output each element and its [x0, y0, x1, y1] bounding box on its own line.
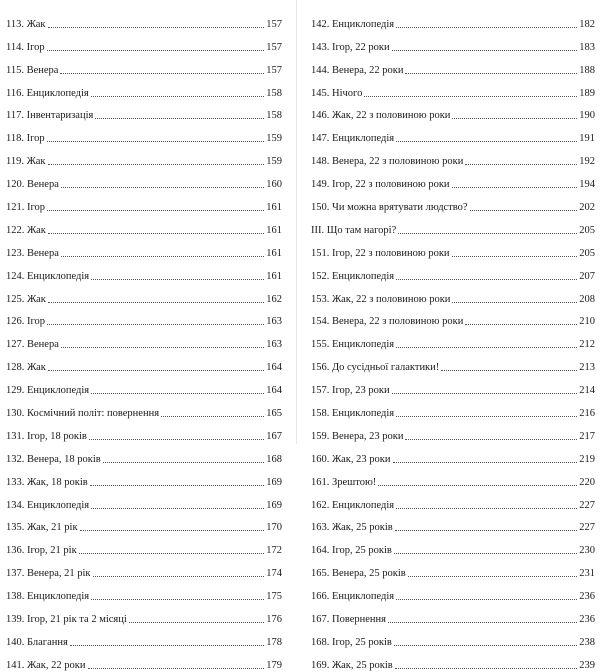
toc-entry [6, 351, 282, 374]
dot-leader [396, 599, 577, 600]
toc-entry-page-number: 213 [579, 362, 595, 374]
toc-entry-page-number: 179 [266, 659, 282, 671]
toc-entry [311, 77, 595, 100]
toc-entry-page-number: 175 [266, 591, 282, 603]
toc-entry-title: 161. Зрештою! [311, 476, 377, 488]
toc-entry-title: 127. Венера [6, 339, 59, 351]
toc-entry [311, 145, 595, 168]
dot-leader [60, 73, 264, 74]
toc-entry-page-number: 176 [266, 614, 282, 626]
dot-leader [396, 27, 577, 28]
toc-entry-title: 146. Жак, 22 з половиною роки [311, 110, 451, 122]
toc-entry [6, 191, 282, 214]
dot-leader [47, 50, 265, 51]
toc-entry-page-number: 191 [579, 133, 595, 145]
toc-entry [311, 122, 595, 145]
toc-entry-title: 166. Енциклопедія [311, 591, 395, 603]
toc-entry-title: 148. Венера, 22 з половиною роки [311, 156, 464, 168]
toc-entry-page-number: 163 [266, 339, 282, 351]
dot-leader [95, 118, 264, 119]
toc-entry-title: 131. Ігор, 18 років [6, 430, 87, 442]
toc-entry-page-number: 210 [579, 316, 595, 328]
dot-leader [79, 553, 265, 554]
toc-entry-page-number: 170 [266, 522, 282, 534]
dot-leader [61, 347, 264, 348]
toc-entry [311, 351, 595, 374]
dot-leader [465, 164, 577, 165]
dot-leader [90, 485, 264, 486]
toc-entry-title: 155. Енциклопедія [311, 339, 395, 351]
toc-entry-title: 140. Благання [6, 636, 68, 648]
toc-entry-page-number: 189 [579, 87, 595, 99]
toc-entry-page-number: 239 [579, 659, 595, 671]
toc-entry [311, 397, 595, 420]
toc-entry [6, 512, 282, 535]
toc-entry [6, 214, 282, 237]
toc-entry-page-number: 163 [266, 316, 282, 328]
toc-entry-title: 138. Енциклопедія [6, 591, 90, 603]
toc-left-column [6, 8, 282, 672]
toc-entry [6, 237, 282, 260]
toc-entry-page-number: 161 [266, 247, 282, 259]
toc-entry-page-number: 178 [266, 636, 282, 648]
toc-entry-title: 162. Енциклопедія [311, 499, 395, 511]
toc-entry [311, 626, 595, 649]
toc-entry [6, 260, 282, 283]
dot-leader [61, 187, 264, 188]
toc-entry-title: 150. Чи можна врятувати людство? [311, 202, 468, 214]
toc-entry-title: 130. Космічний політ: повернення [6, 408, 160, 420]
toc-entry [6, 77, 282, 100]
toc-entry-page-number: 161 [266, 202, 282, 214]
toc-entry [311, 8, 595, 31]
dot-leader [48, 302, 264, 303]
toc-entry-page-number: 157 [266, 41, 282, 53]
toc-entry [311, 168, 595, 191]
toc-entry-page-number: 182 [579, 18, 595, 30]
toc-entry-page-number: 205 [579, 247, 595, 259]
dot-leader [465, 324, 577, 325]
toc-entry [311, 649, 595, 672]
toc-entry-title: 144. Венера, 22 роки [311, 64, 404, 76]
dot-leader [396, 416, 577, 417]
toc-entry [311, 283, 595, 306]
toc-entry [311, 512, 595, 535]
dot-leader [91, 96, 265, 97]
toc-entry-title: 115. Венера [6, 64, 59, 76]
toc-entry-page-number: 188 [579, 64, 595, 76]
toc-entry [6, 466, 282, 489]
toc-entry-page-number: 164 [266, 362, 282, 374]
toc-entry-page-number: 190 [579, 110, 595, 122]
dot-leader [396, 141, 577, 142]
toc-entry [311, 443, 595, 466]
dot-leader [80, 530, 265, 531]
toc-entry-page-number: 192 [579, 156, 595, 168]
toc-entry [6, 534, 282, 557]
toc-entry-title: 145. Нічого [311, 87, 363, 99]
toc-entry [6, 489, 282, 512]
toc-entry-title: 117. Інвентаризація [6, 110, 94, 122]
toc-entry-page-number: 161 [266, 224, 282, 236]
toc-entry-title: 125. Жак [6, 293, 46, 305]
toc-entry-title: 164. Ігор, 25 років [311, 545, 392, 557]
dot-leader [452, 187, 578, 188]
toc-entry [6, 328, 282, 351]
toc-entry-title: 121. Ігор [6, 202, 46, 214]
toc-entry-page-number: 231 [579, 568, 595, 580]
dot-leader [452, 302, 577, 303]
toc-entry-page-number: 158 [266, 87, 282, 99]
toc-entry [311, 306, 595, 329]
toc-entry-page-number: 169 [266, 499, 282, 511]
toc-entry-page-number: 238 [579, 636, 595, 648]
toc-entry [6, 306, 282, 329]
toc-entry-title: 156. До сусідньої галактики! [311, 362, 440, 374]
dot-leader [452, 118, 577, 119]
toc-entry [311, 54, 595, 77]
toc-entry [6, 603, 282, 626]
toc-entry-title: 136. Ігор, 21 рік [6, 545, 77, 557]
dot-leader [161, 416, 264, 417]
dot-leader [91, 599, 264, 600]
toc-entry-page-number: 169 [266, 476, 282, 488]
toc-entry-page-number: 159 [266, 133, 282, 145]
toc-entry-page-number: 157 [266, 64, 282, 76]
toc-entry [6, 443, 282, 466]
toc-entry-title: 122. Жак [6, 224, 46, 236]
toc-entry [6, 283, 282, 306]
toc-entry-title: 152. Енциклопедія [311, 270, 395, 282]
toc-entry-page-number: 227 [579, 499, 595, 511]
toc-entry-title: 132. Венера, 18 років [6, 453, 101, 465]
toc-entry-title: 141. Жак, 22 роки [6, 659, 86, 671]
dot-leader [91, 393, 264, 394]
toc-entry-title: 158. Енциклопедія [311, 408, 395, 420]
toc-entry-page-number: 172 [266, 545, 282, 557]
toc-entry-page-number: 219 [579, 453, 595, 465]
toc-entry-title: 154. Венера, 22 з половиною роки [311, 316, 464, 328]
dot-leader [378, 485, 577, 486]
toc-entry-title: 123. Венера [6, 247, 59, 259]
toc-entry [311, 191, 595, 214]
dot-leader [392, 393, 578, 394]
toc-entry-title: 151. Ігор, 22 з половиною роки [311, 247, 450, 259]
dot-leader [441, 370, 577, 371]
toc-entry-page-number: 236 [579, 614, 595, 626]
toc-entry-title: 168. Ігор, 25 років [311, 636, 392, 648]
toc-entry-title: 167. Повернення [311, 614, 386, 626]
toc-entry [311, 489, 595, 512]
toc-entry-title: 165. Венера, 25 років [311, 568, 406, 580]
toc-entry-title: 169. Жак, 25 років [311, 659, 393, 671]
toc-entry [311, 31, 595, 54]
toc-entry-page-number: 236 [579, 591, 595, 603]
toc-entry-page-number: 164 [266, 385, 282, 397]
toc-entry-page-number: 162 [266, 293, 282, 305]
toc-entry-title: 153. Жак, 22 з половиною роки [311, 293, 451, 305]
toc-entry [311, 420, 595, 443]
dot-leader [47, 324, 264, 325]
toc-entry-page-number: 220 [579, 476, 595, 488]
page-gutter [296, 0, 297, 444]
toc-entry [6, 580, 282, 603]
dot-leader [470, 210, 578, 211]
toc-entry [311, 557, 595, 580]
toc-entry-title: 113. Жак [6, 18, 46, 30]
dot-leader [47, 210, 264, 211]
toc-entry-title: 143. Ігор, 22 роки [311, 41, 390, 53]
toc-entry [6, 168, 282, 191]
dot-leader [48, 370, 264, 371]
dot-leader [408, 576, 578, 577]
toc-entry-page-number: 183 [579, 41, 595, 53]
toc-entry [6, 649, 282, 672]
toc-entry-page-number: 205 [579, 224, 595, 236]
toc-entry-page-number: 174 [266, 568, 282, 580]
toc-entry-title: 134. Енциклопедія [6, 499, 90, 511]
dot-leader [70, 645, 264, 646]
toc-entry-title: 159. Венера, 23 роки [311, 430, 404, 442]
dot-leader [395, 668, 577, 669]
toc-entry [6, 8, 282, 31]
toc-entry [311, 100, 595, 123]
toc-entry-title: 139. Ігор, 21 рік та 2 місяці [6, 614, 127, 626]
toc-entry-title: 114. Ігор [6, 41, 45, 53]
toc-entry [6, 420, 282, 443]
dot-leader [91, 279, 264, 280]
toc-entry-page-number: 167 [266, 430, 282, 442]
toc-entry [6, 626, 282, 649]
toc-entry-title: 133. Жак, 18 років [6, 476, 88, 488]
toc-entry-page-number: 202 [579, 202, 595, 214]
toc-entry-title: III. Що там нагорі? [311, 224, 397, 236]
dot-leader [89, 439, 264, 440]
dot-leader [88, 668, 265, 669]
toc-entry-title: 147. Енциклопедія [311, 133, 395, 145]
toc-entry [311, 466, 595, 489]
toc-entry [6, 557, 282, 580]
toc-entry-page-number: 159 [266, 156, 282, 168]
toc-entry-page-number: 158 [266, 110, 282, 122]
toc-entry-title: 135. Жак, 21 рік [6, 522, 78, 534]
toc-entry [6, 31, 282, 54]
dot-leader [48, 164, 265, 165]
toc-entry-title: 129. Енциклопедія [6, 385, 90, 397]
dot-leader [388, 622, 577, 623]
toc-entry-title: 137. Венера, 21 рік [6, 568, 91, 580]
toc-right-column [311, 8, 595, 672]
toc-entry [311, 237, 595, 260]
dot-leader [394, 645, 577, 646]
toc-entry-title: 142. Енциклопедія [311, 18, 395, 30]
dot-leader [396, 279, 577, 280]
dot-leader [393, 462, 578, 463]
toc-entry-page-number: 161 [266, 270, 282, 282]
dot-leader [398, 233, 577, 234]
toc-entry [6, 374, 282, 397]
toc-entry-page-number: 208 [579, 293, 595, 305]
toc-entry [6, 54, 282, 77]
dot-leader [61, 256, 264, 257]
toc-entry [6, 397, 282, 420]
toc-entry-page-number: 212 [579, 339, 595, 351]
toc-entry-title: 128. Жак [6, 362, 46, 374]
dot-leader [93, 576, 265, 577]
toc-entry [311, 260, 595, 283]
dot-leader [394, 553, 577, 554]
dot-leader [392, 50, 578, 51]
toc-entry-page-number: 217 [579, 430, 595, 442]
toc-entry [6, 122, 282, 145]
toc-entry-page-number: 216 [579, 408, 595, 420]
toc-entry-page-number: 214 [579, 385, 595, 397]
dot-leader [405, 439, 577, 440]
toc-entry-page-number: 230 [579, 545, 595, 557]
toc-entry [6, 100, 282, 123]
toc-entry [311, 534, 595, 557]
dot-leader [48, 27, 265, 28]
toc-entry [311, 328, 595, 351]
toc-entry-page-number: 227 [579, 522, 595, 534]
toc-entry-title: 126. Ігор [6, 316, 46, 328]
toc-entry-page-number: 194 [579, 179, 595, 191]
toc-entry-title: 149. Ігор, 22 з половиною роки [311, 179, 450, 191]
dot-leader [395, 530, 577, 531]
dot-leader [48, 233, 264, 234]
toc-entry-title: 160. Жак, 23 роки [311, 453, 391, 465]
dot-leader [452, 256, 578, 257]
toc-entry-title: 116. Енциклопедія [6, 87, 89, 99]
toc-entry-page-number: 165 [266, 408, 282, 420]
toc-entry-title: 120. Венера [6, 179, 59, 191]
dot-leader [396, 508, 577, 509]
dot-leader [103, 462, 265, 463]
dot-leader [364, 96, 577, 97]
toc-entry [311, 214, 595, 237]
dot-leader [405, 73, 577, 74]
toc-entry-page-number: 207 [579, 270, 595, 282]
toc-entry [311, 580, 595, 603]
toc-entry-page-number: 168 [266, 453, 282, 465]
toc-entry-title: 163. Жак, 25 років [311, 522, 393, 534]
toc-entry [311, 374, 595, 397]
toc-entry [311, 603, 595, 626]
dot-leader [91, 508, 264, 509]
toc-entry-title: 124. Енциклопедія [6, 270, 90, 282]
toc-entry-page-number: 160 [266, 179, 282, 191]
toc-entry-title: 118. Ігор [6, 133, 45, 145]
dot-leader [129, 622, 264, 623]
toc-entry-title: 157. Ігор, 23 роки [311, 385, 390, 397]
dot-leader [396, 347, 577, 348]
toc-entry [6, 145, 282, 168]
dot-leader [47, 141, 265, 142]
toc-entry-page-number: 157 [266, 18, 282, 30]
toc-entry-title: 119. Жак [6, 156, 46, 168]
